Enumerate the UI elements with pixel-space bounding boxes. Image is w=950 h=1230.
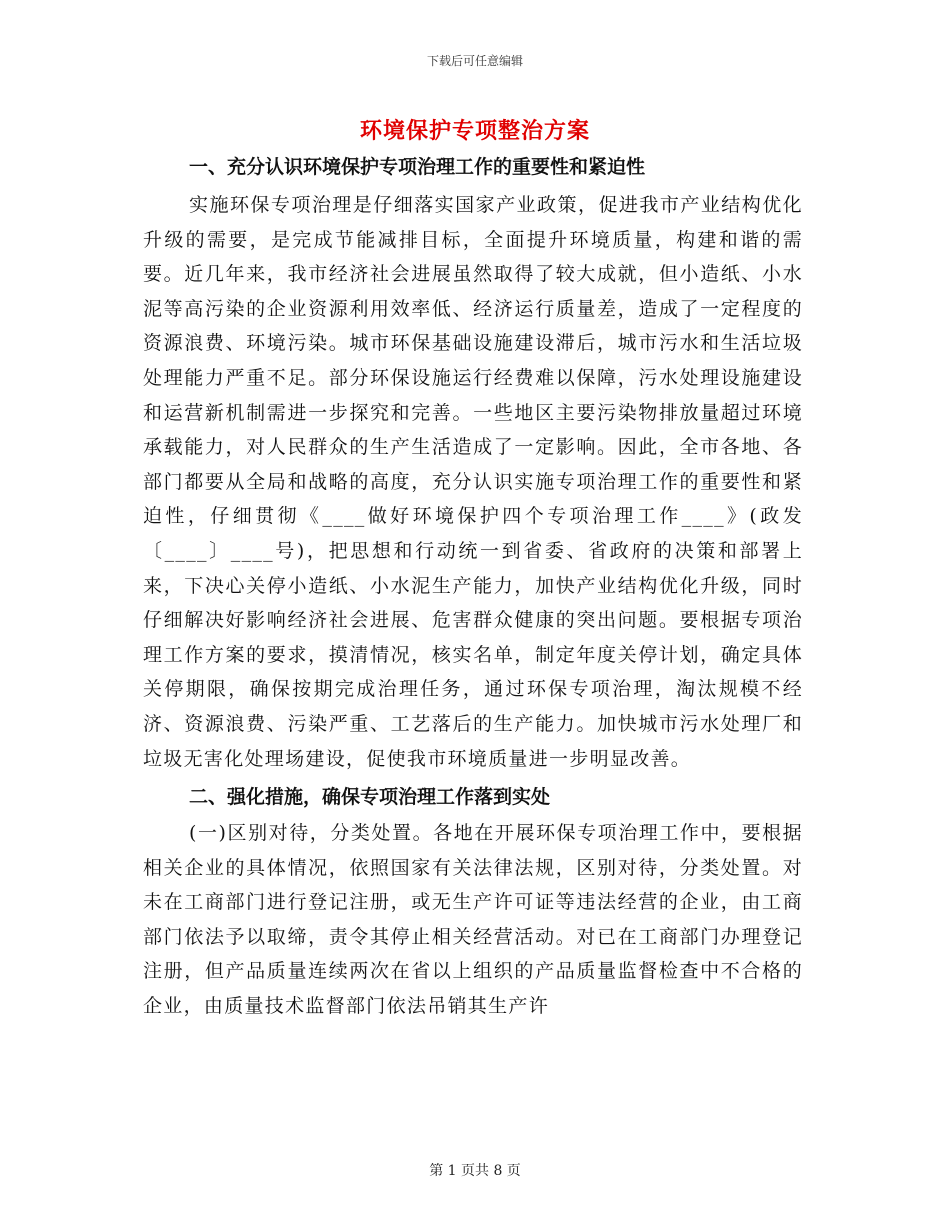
section-1-paragraph: 实施环保专项治理是仔细落实国家产业政策，促进我市产业结构优化升级的需要，是完成节能减排目标，全面提升环境质量，构建和谐的需要。近几年来，我市经济社会进展虽然取得了较大成就，但小造纸、小水泥等高污染的企业资源利用效率低、经济运行质量差，造成了一定程度的资源浪费、环境污染。城市环保基础设施建设滞后，城市污水和生活垃圾处理能力严重不足。部分环保设施运行经费难以保障，污水处理设施建设和运营新机制需进一步探究和完善。一些地区主要污染物排放量超过环境承载能力，对人民群众的生产生活造成了一定影响。因此，全市各地、各部门都要从全局和战略的高度，充分认识实施专项治理工作的重要性和紧迫性，仔细贯彻《____做好环境保护四个专项治理工作____》(政发〔____〕____号)，把思想和行动统一到省委、省政府的决策和部署上来，下决心关停小造纸、小水泥生产能力，加快产业结构优化升级，同时仔细解决好影响经济社会进展、危害群众健康的突出问题。要根据专项治理工作方案的要求，摸清情况，核实名单，制定年度关停计划，确定具体关停期限，确保按期完成治理任务，通过环保专项治理，淘汰规模不经济、资源浪费、污染严重、工艺落后的生产能力。加快城市污水处理厂和垃圾无害化处理场建设，促使我市环境质量进一步明显改善。 <box>143 194 803 770</box>
page-footer: 第 1 页共 8 页 <box>429 1163 521 1179</box>
section-2-heading: 二、强化措施，确保专项治理工作落到实处 <box>189 786 551 809</box>
section-1-heading: 一、充分认识环境保护专项治理工作的重要性和紧迫性 <box>189 156 646 178</box>
document-title: 环境保护专项整治方案 <box>359 118 590 144</box>
header-note: 下载后可任意编辑 <box>426 54 523 68</box>
document-body <box>143 150 803 1024</box>
section-2-paragraph: (一)区别对待，分类处置。各地在开展环保专项治理工作中，要根据相关企业的具体情况，依照国家有关法律法规，区别对待，分类处置。对未在工商部门进行登记注册，或无生产许可证等违法经营的企业，由工商部门依法予以取缔，责令其停止相关经营活动。对已在工商部门办理登记注册，但产品质量连续两次在省以上组织的产品质量监督检查中不合格的企业，由质量技术监督部门依法吊销其生产许 <box>143 822 803 1018</box>
